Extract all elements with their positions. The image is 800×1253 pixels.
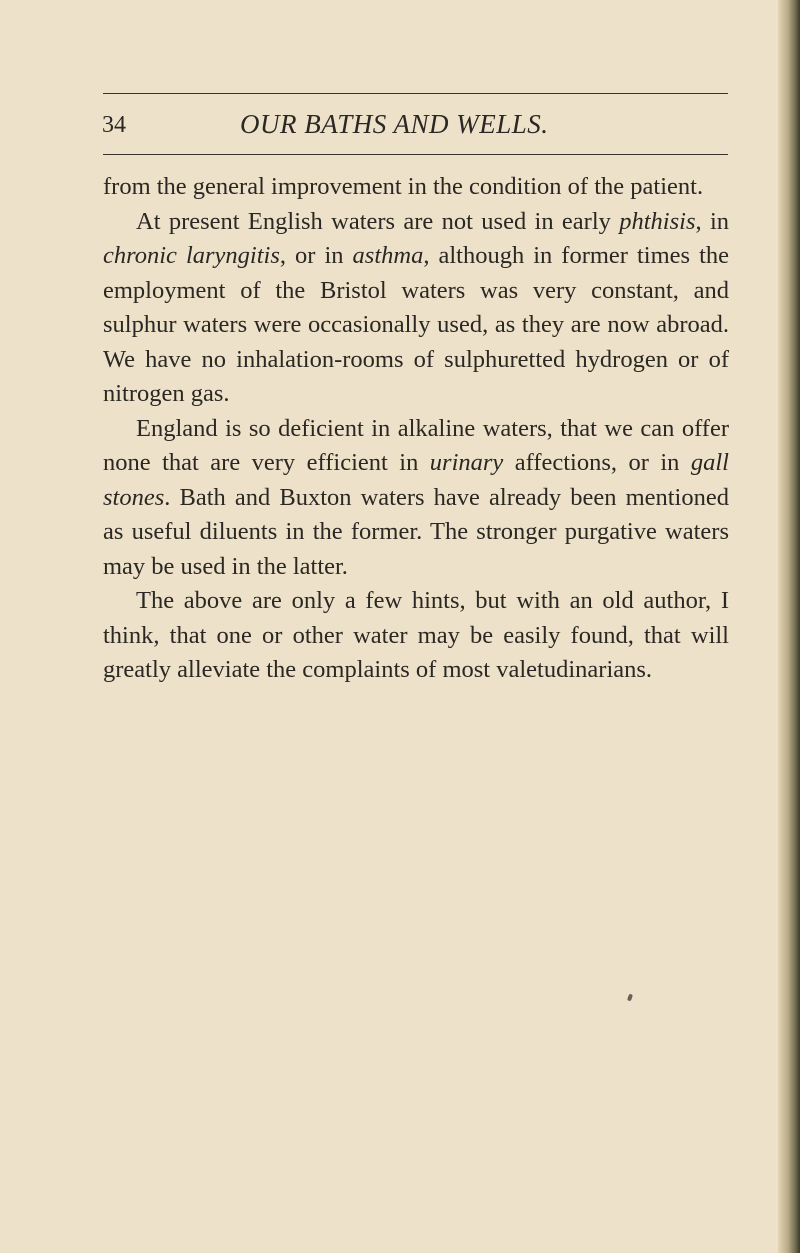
italic-term-urinary: urinary <box>429 449 504 476</box>
page-number: 34 <box>102 112 126 138</box>
paper-speck <box>627 994 633 1002</box>
text-run: , although in former times the employment of the Bristol waters was very constant, and sulphur waters were occasionally used, as they are now abroad. We have no inhalation-rooms of sulphuretted hydrogen or of nitrogen gas. <box>103 242 730 407</box>
text-run: from the general improvement in the condition of the patient. <box>103 173 704 200</box>
text-run: , in <box>695 207 730 235</box>
header-rule-bottom <box>103 154 728 155</box>
page-binding-edge <box>778 0 800 1253</box>
text-run: affections, or in <box>503 449 691 476</box>
paragraph-closing <box>103 584 729 688</box>
body-text <box>103 170 729 688</box>
header-rule-top <box>103 93 728 94</box>
text-run: At present English waters are not used in early <box>136 207 620 235</box>
running-title: OUR BATHS AND WELLS. <box>240 109 549 139</box>
text-run: , or in <box>279 242 353 269</box>
italic-term-phthisis: phthisis <box>619 207 696 235</box>
text-run: . Bath and Buxton waters have already been mentioned as useful diluents in the former. The stronger purgative waters may be used in the latter. <box>103 483 729 580</box>
italic-term-gall-stones: gall stones <box>103 449 729 511</box>
italic-term-chronic-laryngitis: chronic laryngitis <box>103 242 280 269</box>
paragraph-alkaline <box>103 412 729 585</box>
italic-term-asthma: asthma <box>352 242 424 269</box>
text-run: The above are only a few hints, but with an old author, I think, that one or other water may be easily found, that will greatly alleviate the complaints of most valetudinarians. <box>103 587 729 683</box>
text-run: England is so deficient in alkaline waters, that we can offer none that are very efficient in <box>103 414 729 476</box>
paragraph-respiratory <box>103 205 729 412</box>
paragraph-continuation <box>103 170 729 205</box>
